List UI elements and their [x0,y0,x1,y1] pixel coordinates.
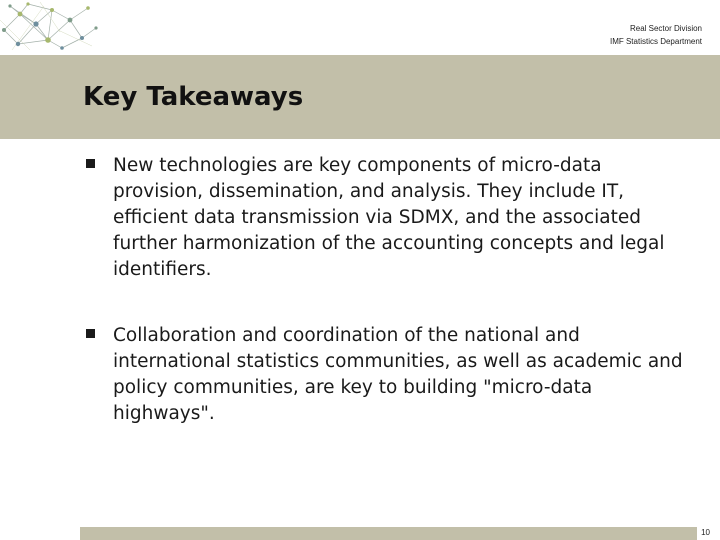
department-label: IMF Statistics Department [609,37,702,46]
square-bullet-icon [86,159,95,168]
footer-bar [80,527,697,540]
bullet-text: Collaboration and coordination of the national and international statistics communities, as well as academic and policy communities, are key to building "micro-data highways". [113,325,683,424]
network-graph-logo-icon [0,0,100,56]
square-bullet-icon [86,329,95,338]
page-number: 10 [701,528,710,537]
header-info [610,22,702,48]
division-label: Real Sector Division [629,24,702,33]
page-title: Key Takeaways [83,82,304,112]
bullet-text: New technologies are key components of micro-data provision, dissemination, and analysis. They include IT, efficient data transmission via SDMX, and the associated further harmonization of the accounting concepts and legal identifiers. [113,155,665,280]
